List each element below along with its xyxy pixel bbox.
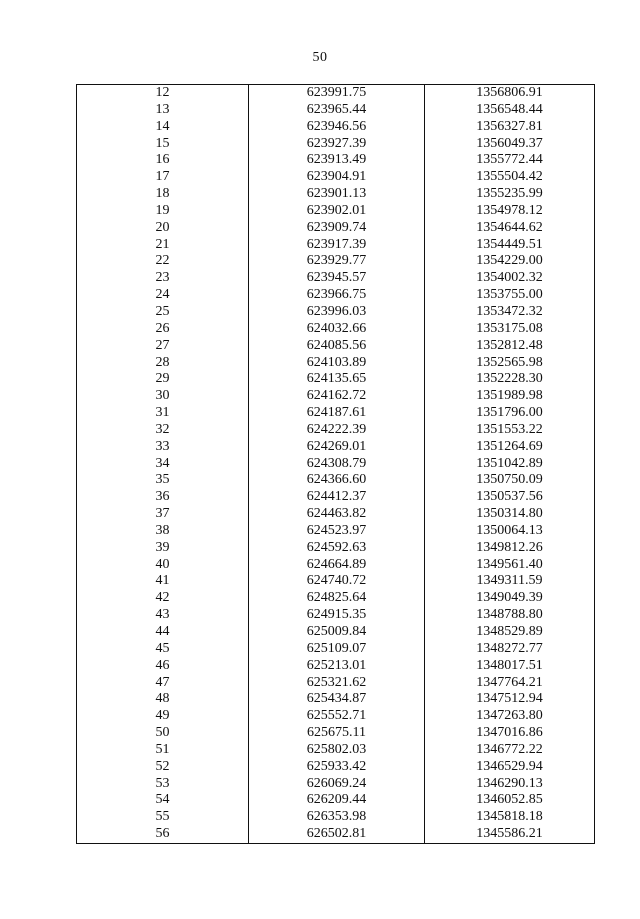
table-row bbox=[77, 456, 595, 473]
x-coordinate-cell: 625321.62 bbox=[249, 675, 425, 692]
point-number-cell: 36 bbox=[77, 489, 249, 506]
y-coordinate-cell: 1352565.98 bbox=[425, 355, 595, 372]
table-row bbox=[77, 85, 595, 102]
x-coordinate-cell: 623996.03 bbox=[249, 304, 425, 321]
y-coordinate-cell: 1356049.37 bbox=[425, 136, 595, 153]
table-row bbox=[77, 590, 595, 607]
point-number-cell: 28 bbox=[77, 355, 249, 372]
point-number-cell: 38 bbox=[77, 523, 249, 540]
y-coordinate-cell: 1353472.32 bbox=[425, 304, 595, 321]
point-number-cell: 47 bbox=[77, 675, 249, 692]
table-row bbox=[77, 691, 595, 708]
y-coordinate-cell: 1355235.99 bbox=[425, 186, 595, 203]
y-coordinate-cell: 1351796.00 bbox=[425, 405, 595, 422]
x-coordinate-cell: 624915.35 bbox=[249, 607, 425, 624]
y-coordinate-cell: 1353175.08 bbox=[425, 321, 595, 338]
point-number-cell: 25 bbox=[77, 304, 249, 321]
point-number-cell: 30 bbox=[77, 388, 249, 405]
y-coordinate-cell: 1354002.32 bbox=[425, 270, 595, 287]
table-row bbox=[77, 776, 595, 793]
table-row bbox=[77, 253, 595, 270]
coordinates-table-body bbox=[77, 85, 595, 844]
table-row bbox=[77, 675, 595, 692]
y-coordinate-cell: 1348788.80 bbox=[425, 607, 595, 624]
x-coordinate-cell: 624103.89 bbox=[249, 355, 425, 372]
x-coordinate-cell: 626353.98 bbox=[249, 809, 425, 826]
x-coordinate-cell: 624366.60 bbox=[249, 472, 425, 489]
y-coordinate-cell: 1346772.22 bbox=[425, 742, 595, 759]
y-coordinate-cell: 1349049.39 bbox=[425, 590, 595, 607]
point-number-cell: 17 bbox=[77, 169, 249, 186]
table-row bbox=[77, 573, 595, 590]
y-coordinate-cell: 1349812.26 bbox=[425, 540, 595, 557]
x-coordinate-cell: 623965.44 bbox=[249, 102, 425, 119]
point-number-cell: 16 bbox=[77, 152, 249, 169]
y-coordinate-cell: 1346290.13 bbox=[425, 776, 595, 793]
x-coordinate-cell: 626209.44 bbox=[249, 792, 425, 809]
x-coordinate-cell: 623913.49 bbox=[249, 152, 425, 169]
point-number-cell: 40 bbox=[77, 557, 249, 574]
y-coordinate-cell: 1345818.18 bbox=[425, 809, 595, 826]
x-coordinate-cell: 625933.42 bbox=[249, 759, 425, 776]
point-number-cell: 42 bbox=[77, 590, 249, 607]
point-number-cell: 49 bbox=[77, 708, 249, 725]
point-number-cell: 46 bbox=[77, 658, 249, 675]
y-coordinate-cell: 1346529.94 bbox=[425, 759, 595, 776]
y-coordinate-cell: 1351989.98 bbox=[425, 388, 595, 405]
point-number-cell: 44 bbox=[77, 624, 249, 641]
point-number-cell: 43 bbox=[77, 607, 249, 624]
y-coordinate-cell: 1347016.86 bbox=[425, 725, 595, 742]
point-number-cell: 48 bbox=[77, 691, 249, 708]
table-row bbox=[77, 405, 595, 422]
y-coordinate-cell: 1350750.09 bbox=[425, 472, 595, 489]
table-row bbox=[77, 658, 595, 675]
coordinates-table bbox=[76, 84, 595, 844]
point-number-cell: 55 bbox=[77, 809, 249, 826]
table-row bbox=[77, 203, 595, 220]
table-row bbox=[77, 371, 595, 388]
x-coordinate-cell: 625009.84 bbox=[249, 624, 425, 641]
point-number-cell: 12 bbox=[77, 85, 249, 102]
page-number: 50 bbox=[312, 50, 328, 65]
x-coordinate-cell: 625434.87 bbox=[249, 691, 425, 708]
x-coordinate-cell: 623966.75 bbox=[249, 287, 425, 304]
table-row bbox=[77, 742, 595, 759]
x-coordinate-cell: 624085.56 bbox=[249, 338, 425, 355]
y-coordinate-cell: 1351264.69 bbox=[425, 439, 595, 456]
x-coordinate-cell: 623902.01 bbox=[249, 203, 425, 220]
table-row bbox=[77, 422, 595, 439]
x-coordinate-cell: 623946.56 bbox=[249, 119, 425, 136]
point-number-cell: 26 bbox=[77, 321, 249, 338]
y-coordinate-cell: 1348017.51 bbox=[425, 658, 595, 675]
y-coordinate-cell: 1350537.56 bbox=[425, 489, 595, 506]
table-row bbox=[77, 708, 595, 725]
table-row bbox=[77, 355, 595, 372]
x-coordinate-cell: 623991.75 bbox=[249, 85, 425, 102]
y-coordinate-cell: 1346052.85 bbox=[425, 792, 595, 809]
y-coordinate-cell: 1348272.77 bbox=[425, 641, 595, 658]
table-row bbox=[77, 792, 595, 809]
point-number-cell: 31 bbox=[77, 405, 249, 422]
x-coordinate-cell: 623904.91 bbox=[249, 169, 425, 186]
point-number-cell: 32 bbox=[77, 422, 249, 439]
point-number-cell: 54 bbox=[77, 792, 249, 809]
table-row bbox=[77, 725, 595, 742]
table-row bbox=[77, 489, 595, 506]
table-row bbox=[77, 826, 595, 843]
point-number-cell: 29 bbox=[77, 371, 249, 388]
y-coordinate-cell: 1347512.94 bbox=[425, 691, 595, 708]
point-number-cell: 53 bbox=[77, 776, 249, 793]
point-number-cell: 52 bbox=[77, 759, 249, 776]
y-coordinate-cell: 1356806.91 bbox=[425, 85, 595, 102]
x-coordinate-cell: 625675.11 bbox=[249, 725, 425, 742]
y-coordinate-cell: 1354978.12 bbox=[425, 203, 595, 220]
y-coordinate-cell: 1350064.13 bbox=[425, 523, 595, 540]
x-coordinate-cell: 624308.79 bbox=[249, 456, 425, 473]
y-coordinate-cell: 1355772.44 bbox=[425, 152, 595, 169]
x-coordinate-cell: 625109.07 bbox=[249, 641, 425, 658]
table-row bbox=[77, 338, 595, 355]
y-coordinate-cell: 1354644.62 bbox=[425, 220, 595, 237]
point-number-cell: 20 bbox=[77, 220, 249, 237]
point-number-cell: 37 bbox=[77, 506, 249, 523]
x-coordinate-cell: 624740.72 bbox=[249, 573, 425, 590]
x-coordinate-cell: 624222.39 bbox=[249, 422, 425, 439]
table-row bbox=[77, 270, 595, 287]
x-coordinate-cell: 625552.71 bbox=[249, 708, 425, 725]
x-coordinate-cell: 624162.72 bbox=[249, 388, 425, 405]
y-coordinate-cell: 1354449.51 bbox=[425, 237, 595, 254]
x-coordinate-cell: 626069.24 bbox=[249, 776, 425, 793]
table-row bbox=[77, 624, 595, 641]
table-row bbox=[77, 102, 595, 119]
y-coordinate-cell: 1348529.89 bbox=[425, 624, 595, 641]
x-coordinate-cell: 624032.66 bbox=[249, 321, 425, 338]
x-coordinate-cell: 625213.01 bbox=[249, 658, 425, 675]
point-number-cell: 39 bbox=[77, 540, 249, 557]
point-number-cell: 13 bbox=[77, 102, 249, 119]
y-coordinate-cell: 1349311.59 bbox=[425, 573, 595, 590]
table-row bbox=[77, 321, 595, 338]
x-coordinate-cell: 624664.89 bbox=[249, 557, 425, 574]
x-coordinate-cell: 624412.37 bbox=[249, 489, 425, 506]
x-coordinate-cell: 624825.64 bbox=[249, 590, 425, 607]
x-coordinate-cell: 624135.65 bbox=[249, 371, 425, 388]
x-coordinate-cell: 624187.61 bbox=[249, 405, 425, 422]
table-row bbox=[77, 304, 595, 321]
y-coordinate-cell: 1347764.21 bbox=[425, 675, 595, 692]
point-number-cell: 51 bbox=[77, 742, 249, 759]
point-number-cell: 14 bbox=[77, 119, 249, 136]
point-number-cell: 27 bbox=[77, 338, 249, 355]
table-row bbox=[77, 237, 595, 254]
x-coordinate-cell: 625802.03 bbox=[249, 742, 425, 759]
y-coordinate-cell: 1353755.00 bbox=[425, 287, 595, 304]
y-coordinate-cell: 1345586.21 bbox=[425, 826, 595, 843]
y-coordinate-cell: 1347263.80 bbox=[425, 708, 595, 725]
table-row bbox=[77, 472, 595, 489]
table-row bbox=[77, 506, 595, 523]
x-coordinate-cell: 624523.97 bbox=[249, 523, 425, 540]
point-number-cell: 15 bbox=[77, 136, 249, 153]
table-row bbox=[77, 809, 595, 826]
point-number-cell: 19 bbox=[77, 203, 249, 220]
table-row bbox=[77, 287, 595, 304]
table-row bbox=[77, 439, 595, 456]
x-coordinate-cell: 623909.74 bbox=[249, 220, 425, 237]
table-row bbox=[77, 220, 595, 237]
table-row bbox=[77, 136, 595, 153]
y-coordinate-cell: 1354229.00 bbox=[425, 253, 595, 270]
x-coordinate-cell: 624269.01 bbox=[249, 439, 425, 456]
table-row bbox=[77, 557, 595, 574]
table-row bbox=[77, 523, 595, 540]
point-number-cell: 22 bbox=[77, 253, 249, 270]
table-row bbox=[77, 169, 595, 186]
x-coordinate-cell: 623927.39 bbox=[249, 136, 425, 153]
x-coordinate-cell: 626502.81 bbox=[249, 826, 425, 843]
y-coordinate-cell: 1355504.42 bbox=[425, 169, 595, 186]
y-coordinate-cell: 1351042.89 bbox=[425, 456, 595, 473]
table-row bbox=[77, 540, 595, 557]
point-number-cell: 33 bbox=[77, 439, 249, 456]
table-row bbox=[77, 152, 595, 169]
point-number-cell: 56 bbox=[77, 826, 249, 843]
y-coordinate-cell: 1350314.80 bbox=[425, 506, 595, 523]
table-row bbox=[77, 388, 595, 405]
x-coordinate-cell: 624592.63 bbox=[249, 540, 425, 557]
table-row bbox=[77, 186, 595, 203]
x-coordinate-cell: 623929.77 bbox=[249, 253, 425, 270]
point-number-cell: 45 bbox=[77, 641, 249, 658]
y-coordinate-cell: 1356548.44 bbox=[425, 102, 595, 119]
x-coordinate-cell: 623945.57 bbox=[249, 270, 425, 287]
table-row bbox=[77, 607, 595, 624]
point-number-cell: 21 bbox=[77, 237, 249, 254]
y-coordinate-cell: 1349561.40 bbox=[425, 557, 595, 574]
point-number-cell: 24 bbox=[77, 287, 249, 304]
table-row bbox=[77, 119, 595, 136]
y-coordinate-cell: 1352812.48 bbox=[425, 338, 595, 355]
point-number-cell: 35 bbox=[77, 472, 249, 489]
point-number-cell: 23 bbox=[77, 270, 249, 287]
x-coordinate-cell: 624463.82 bbox=[249, 506, 425, 523]
y-coordinate-cell: 1352228.30 bbox=[425, 371, 595, 388]
y-coordinate-cell: 1356327.81 bbox=[425, 119, 595, 136]
y-coordinate-cell: 1351553.22 bbox=[425, 422, 595, 439]
table-row bbox=[77, 759, 595, 776]
table-row bbox=[77, 641, 595, 658]
point-number-cell: 34 bbox=[77, 456, 249, 473]
x-coordinate-cell: 623917.39 bbox=[249, 237, 425, 254]
x-coordinate-cell: 623901.13 bbox=[249, 186, 425, 203]
point-number-cell: 18 bbox=[77, 186, 249, 203]
point-number-cell: 50 bbox=[77, 725, 249, 742]
point-number-cell: 41 bbox=[77, 573, 249, 590]
